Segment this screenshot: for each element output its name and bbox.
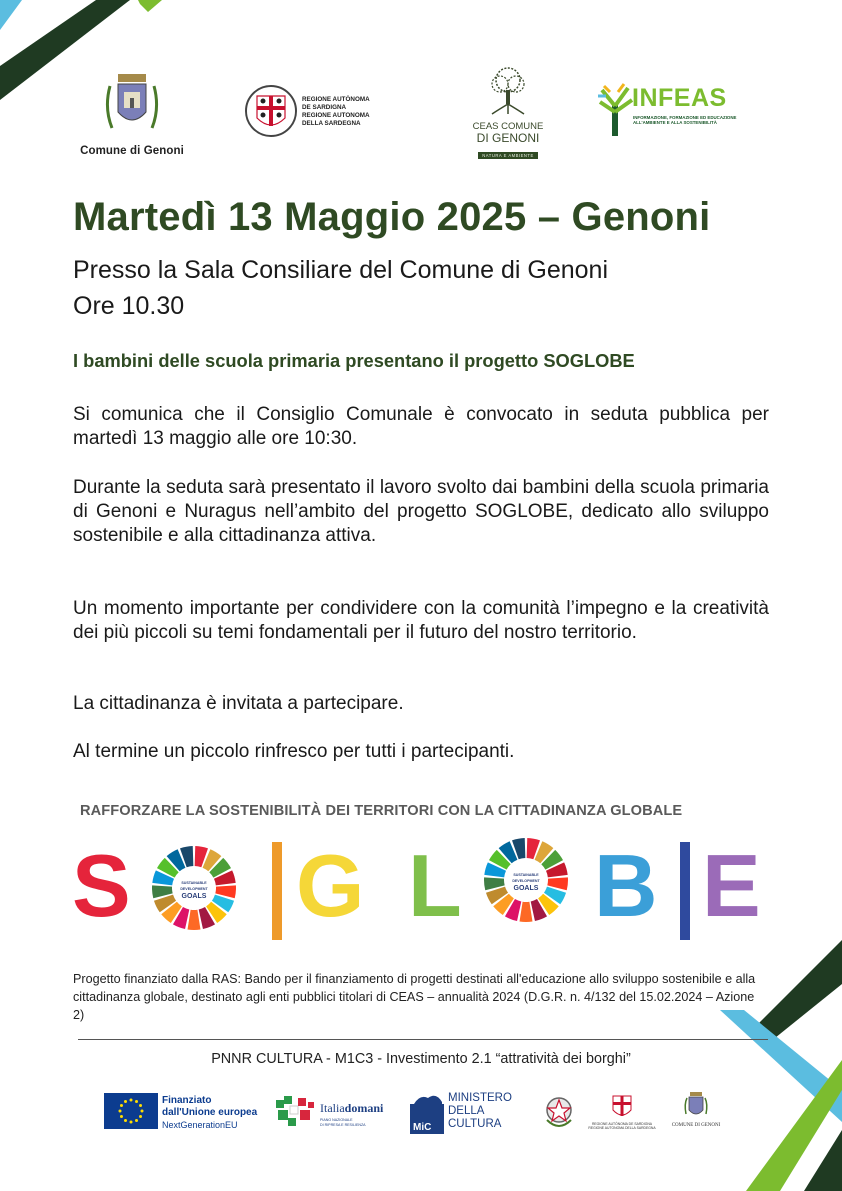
funding-text: Progetto finanziato dalla RAS: Bando per il finanziamento di progetti destinati all'educazione allo sviluppo sostenibile e alla cittadinanza globale, destinato agli enti pubblici titolari di CEAS – annualità 2024 (D.G.R. n. 4/132 del 15.02.2024 – Azione 2) xyxy=(73,972,756,1022)
sardinia-crest-icon xyxy=(244,82,298,140)
ceas-line1: CEAS COMUNE xyxy=(472,121,544,132)
genoni-caption: Comune di Genoni xyxy=(80,145,184,157)
footer-logos xyxy=(0,1088,842,1138)
body-paragraph-3: Un momento importante per condividere con la comunità l’impegno e la creatività dei più piccoli su temi fondamentali per il futuro del nostro territorio. xyxy=(73,598,769,643)
pnrr-text: PNNR CULTURA - M1C3 - Investimento 2.1 “attratività dei borghi” xyxy=(211,1051,631,1067)
ras-small-crest-icon xyxy=(610,1094,634,1120)
infeas-tree-icon xyxy=(598,82,634,138)
eu-star xyxy=(124,1119,127,1122)
header-logos xyxy=(0,62,842,162)
domani-word: domani xyxy=(344,1101,384,1115)
sdg-segment xyxy=(188,910,201,930)
sdg-wheel-label: GOALS xyxy=(513,885,539,892)
eu-star xyxy=(130,1121,133,1124)
tree-icon xyxy=(486,66,530,116)
ras-small-text: REGIONE AUTÒNOMA DE SARDIGNA REGIONE AUTONOMA DELLA SARDEGNA xyxy=(588,1122,656,1130)
eu-line3: NextGenerationEU xyxy=(162,1120,238,1130)
sdg-wheel-icon-left xyxy=(150,844,238,932)
body-paragraph-2: Durante la seduta sarà presentato il lavoro svolto dai bambini della scuola primaria di Genoni e Nuragus nell’ambito del progetto SOGLOBE, dedicato allo sviluppo sostenibile e alla cittadinanza attiva. xyxy=(73,477,769,546)
letter-s: S xyxy=(72,836,131,935)
eu-logo xyxy=(104,1093,267,1131)
italiadomani-icon xyxy=(274,1094,318,1130)
sdg-segment xyxy=(520,902,533,922)
eu-star xyxy=(135,1100,138,1103)
letter-b: B xyxy=(594,836,658,935)
letter-l: L xyxy=(408,836,462,935)
eu-star xyxy=(135,1119,138,1122)
infeas-word: INFEAS xyxy=(632,84,727,112)
sdg-wheel-icon-right xyxy=(482,836,570,924)
eu-star xyxy=(139,1115,142,1118)
italiadomani-logo xyxy=(274,1092,402,1132)
genoni-crest-icon xyxy=(102,68,162,138)
event-highlight: I bambini delle scuola primaria presentano il progetto SOGLOBE xyxy=(73,350,635,371)
eu-line1: Finanziato xyxy=(162,1095,212,1106)
eu-flag-icon xyxy=(104,1093,158,1129)
eu-star xyxy=(120,1104,123,1107)
eu-star xyxy=(130,1099,133,1102)
mic-icon xyxy=(410,1090,446,1134)
divider-bar-orange xyxy=(272,842,282,940)
sdg-wheel-label: DEVELOPMENT xyxy=(512,879,540,883)
eu-star xyxy=(141,1110,144,1113)
eu-star xyxy=(124,1100,127,1103)
italia-word: Italia xyxy=(320,1101,345,1115)
genoni-small-text: COMUNE DI GENONI xyxy=(671,1123,721,1128)
soglobe-tagline: RAFFORZARE LA SOSTENIBILITÀ DEI TERRITORI CON LA CITTADINANZA GLOBALE xyxy=(80,803,683,819)
ceas-line2: DI GENONI xyxy=(476,131,540,145)
eu-star xyxy=(119,1110,122,1113)
italian-emblem-icon xyxy=(541,1092,577,1132)
eu-star xyxy=(139,1104,142,1107)
sdg-wheel-label: SUSTAINABLE xyxy=(513,873,539,877)
sdg-wheel-label: DEVELOPMENT xyxy=(180,887,208,891)
ceas-logo xyxy=(468,66,548,162)
ceas-tagline: NATURA E AMBIENTE xyxy=(478,152,537,159)
event-title: Martedì 13 Maggio 2025 – Genoni xyxy=(73,195,711,239)
mic-logo xyxy=(410,1090,525,1134)
event-location: Presso la Sala Consiliare del Comune di Genoni xyxy=(73,256,609,284)
genoni-logo xyxy=(72,68,192,157)
event-time: Ore 10.30 xyxy=(73,292,185,320)
body-paragraph-1: Si comunica che il Consiglio Comunale è convocato in seduta pubblica per martedì 13 maggio alle ore 10:30. xyxy=(73,404,769,449)
sdg-wheel-label: SUSTAINABLE xyxy=(181,881,207,885)
ras-text: REGIONE AUTÒNOMA DE SARDIGNA REGIONE AUTONOMA DELLA SARDEGNA xyxy=(302,96,370,127)
soglobe-logo xyxy=(72,836,772,946)
eu-star xyxy=(120,1115,123,1118)
body-paragraph-4: La cittadinanza è invitata a partecipare. xyxy=(73,693,404,714)
divider-line xyxy=(78,1039,768,1040)
mic-badge: MiC xyxy=(413,1122,432,1133)
divider-bar-blue xyxy=(680,842,690,940)
letter-g: G xyxy=(296,836,365,935)
ras-logo xyxy=(244,82,394,145)
eu-line2: dall'Unione europea xyxy=(162,1107,258,1118)
body-paragraph-5: Al termine un piccolo rinfresco per tutti i partecipanti. xyxy=(73,741,515,762)
mic-text: MINISTERO DELLA CULTURA xyxy=(448,1092,512,1130)
genoni-small-crest-icon xyxy=(682,1090,710,1120)
letter-e: E xyxy=(702,836,761,935)
sdg-wheel-label: GOALS xyxy=(181,893,207,900)
infeas-tagline: INFORMAZIONE, FORMAZIONE ED EDUCAZIONE ALL'AMBIENTE E ALLA SOSTENIBILITÀ xyxy=(633,115,737,126)
italiadomani-subtitle: PIANO NAZIONALE DI RIPRESA E RESILIENZA xyxy=(320,1118,366,1127)
